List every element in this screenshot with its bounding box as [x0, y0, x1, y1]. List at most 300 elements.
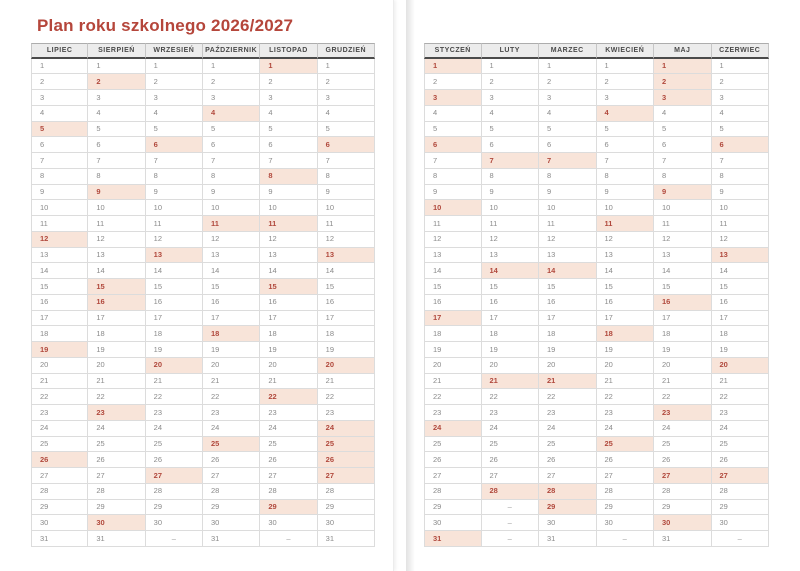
month-header: GRUDZIEŃ: [318, 43, 375, 59]
day-cell: 21: [318, 374, 375, 390]
day-cell: 7: [712, 153, 770, 169]
empty-day-cell: –: [482, 515, 540, 531]
day-cell: 29: [203, 500, 260, 516]
day-cell: 19: [424, 342, 482, 358]
day-cell: 14: [260, 263, 317, 279]
day-cell: 3: [318, 90, 375, 106]
day-cell: 28: [654, 484, 712, 500]
day-cell: 18: [712, 326, 770, 342]
day-cell: 12: [260, 232, 317, 248]
day-cell-highlighted: 27: [654, 468, 712, 484]
day-cell: 9: [318, 185, 375, 201]
day-cell: 14: [712, 263, 770, 279]
day-cell: 11: [712, 216, 770, 232]
day-cell: 7: [424, 153, 482, 169]
day-cell: 20: [654, 358, 712, 374]
day-cell-highlighted: 20: [318, 358, 375, 374]
day-cell: 7: [203, 153, 260, 169]
day-cell: 11: [654, 216, 712, 232]
day-cell: 6: [482, 137, 540, 153]
day-cell: 2: [482, 74, 540, 90]
day-cell-highlighted: 16: [88, 295, 145, 311]
day-cell: 19: [146, 342, 203, 358]
day-cell: 17: [654, 311, 712, 327]
day-cell: 10: [597, 200, 655, 216]
day-cell: 22: [482, 389, 540, 405]
day-cell: 27: [260, 468, 317, 484]
day-cell: 5: [597, 122, 655, 138]
day-cell: 21: [203, 374, 260, 390]
day-cell: 4: [654, 106, 712, 122]
day-cell: 25: [654, 437, 712, 453]
day-cell: 30: [203, 515, 260, 531]
day-cell: 30: [318, 515, 375, 531]
day-cell: 17: [712, 311, 770, 327]
day-cell-highlighted: 11: [203, 216, 260, 232]
day-cell: 9: [31, 185, 88, 201]
day-cell: 15: [31, 279, 88, 295]
day-cell-highlighted: 9: [654, 185, 712, 201]
day-cell: 21: [424, 374, 482, 390]
day-cell-highlighted: 3: [654, 90, 712, 106]
day-cell: 3: [482, 90, 540, 106]
day-cell: 13: [260, 248, 317, 264]
month-header: MARZEC: [539, 43, 597, 59]
day-cell: 17: [31, 311, 88, 327]
day-cell-highlighted: 21: [482, 374, 540, 390]
day-cell: 22: [203, 389, 260, 405]
day-cell-highlighted: 18: [203, 326, 260, 342]
day-cell: 23: [260, 405, 317, 421]
day-cell: 17: [318, 311, 375, 327]
day-cell: 17: [88, 311, 145, 327]
day-cell: 19: [597, 342, 655, 358]
day-cell: 20: [424, 358, 482, 374]
month-header: LIPIEC: [31, 43, 88, 59]
day-cell-highlighted: 30: [88, 515, 145, 531]
day-cell-highlighted: 24: [424, 421, 482, 437]
day-cell: 3: [146, 90, 203, 106]
day-cell: 14: [424, 263, 482, 279]
day-cell: 28: [203, 484, 260, 500]
day-cell: 22: [88, 389, 145, 405]
day-cell: 7: [88, 153, 145, 169]
day-cell: 8: [424, 169, 482, 185]
day-cell: 12: [203, 232, 260, 248]
day-cell: 26: [424, 452, 482, 468]
day-cell: 24: [712, 421, 770, 437]
day-cell: 18: [31, 326, 88, 342]
day-cell: 10: [203, 200, 260, 216]
day-cell: 24: [482, 421, 540, 437]
day-cell: 18: [539, 326, 597, 342]
day-cell: 6: [654, 137, 712, 153]
day-cell: 22: [146, 389, 203, 405]
day-cell: 15: [146, 279, 203, 295]
day-cell: 19: [654, 342, 712, 358]
day-cell: 15: [318, 279, 375, 295]
day-cell: 26: [712, 452, 770, 468]
day-cell-highlighted: 6: [146, 137, 203, 153]
day-cell: 19: [712, 342, 770, 358]
day-cell: 29: [654, 500, 712, 516]
day-cell: 20: [597, 358, 655, 374]
day-cell: 30: [260, 515, 317, 531]
day-cell: 16: [260, 295, 317, 311]
day-cell: 12: [318, 232, 375, 248]
day-cell: 30: [31, 515, 88, 531]
day-cell: 25: [424, 437, 482, 453]
day-cell: 21: [654, 374, 712, 390]
day-cell: 11: [31, 216, 88, 232]
day-cell: 28: [146, 484, 203, 500]
day-cell: 16: [539, 295, 597, 311]
day-cell: 8: [539, 169, 597, 185]
day-cell-highlighted: 14: [482, 263, 540, 279]
day-cell: 30: [539, 515, 597, 531]
empty-day-cell: –: [597, 531, 655, 547]
day-cell: 14: [31, 263, 88, 279]
month-header: KWIECIEŃ: [597, 43, 655, 59]
day-cell: 5: [88, 122, 145, 138]
day-cell: 15: [654, 279, 712, 295]
day-cell: 2: [318, 74, 375, 90]
day-cell: 28: [597, 484, 655, 500]
day-cell-highlighted: 19: [31, 342, 88, 358]
day-cell: 22: [654, 389, 712, 405]
day-cell-highlighted: 29: [539, 500, 597, 516]
day-cell: 8: [712, 169, 770, 185]
month-header: STYCZEŃ: [424, 43, 482, 59]
day-cell: 13: [597, 248, 655, 264]
day-cell: 5: [539, 122, 597, 138]
day-cell: 1: [539, 59, 597, 75]
day-cell-highlighted: 21: [539, 374, 597, 390]
day-cell-highlighted: 20: [712, 358, 770, 374]
day-cell: 12: [424, 232, 482, 248]
day-cell: 4: [482, 106, 540, 122]
day-cell: 18: [482, 326, 540, 342]
day-cell: 16: [712, 295, 770, 311]
day-cell-highlighted: 5: [31, 122, 88, 138]
day-cell: 9: [482, 185, 540, 201]
page-title: Plan roku szkolnego 2026/2027: [37, 16, 294, 35]
day-cell: 31: [539, 531, 597, 547]
day-cell: 28: [88, 484, 145, 500]
day-cell-highlighted: 11: [260, 216, 317, 232]
day-cell-highlighted: 14: [539, 263, 597, 279]
day-cell: 7: [146, 153, 203, 169]
calendar-table-right: [424, 43, 769, 547]
day-cell: 26: [260, 452, 317, 468]
day-cell: 24: [203, 421, 260, 437]
day-cell: 3: [539, 90, 597, 106]
day-cell: 11: [482, 216, 540, 232]
day-cell: 9: [597, 185, 655, 201]
day-cell: 21: [597, 374, 655, 390]
day-cell-highlighted: 11: [597, 216, 655, 232]
day-cell: 24: [597, 421, 655, 437]
day-cell: 18: [146, 326, 203, 342]
day-cell-highlighted: 26: [318, 452, 375, 468]
day-cell-highlighted: 30: [654, 515, 712, 531]
day-cell: 27: [424, 468, 482, 484]
day-cell-highlighted: 8: [260, 169, 317, 185]
day-cell: 19: [203, 342, 260, 358]
day-cell: 26: [146, 452, 203, 468]
day-cell: 15: [597, 279, 655, 295]
day-cell-highlighted: 29: [260, 500, 317, 516]
day-cell: 8: [88, 169, 145, 185]
day-cell: 21: [260, 374, 317, 390]
day-cell: 13: [654, 248, 712, 264]
day-cell-highlighted: 2: [654, 74, 712, 90]
day-cell: 24: [31, 421, 88, 437]
day-cell: 28: [31, 484, 88, 500]
day-cell: 16: [31, 295, 88, 311]
day-cell: 26: [203, 452, 260, 468]
day-cell: 25: [146, 437, 203, 453]
day-cell: 13: [539, 248, 597, 264]
day-cell: 16: [146, 295, 203, 311]
day-cell: 8: [597, 169, 655, 185]
day-cell: 8: [654, 169, 712, 185]
day-cell: 27: [539, 468, 597, 484]
day-cell: 10: [146, 200, 203, 216]
day-cell: 1: [318, 59, 375, 75]
day-cell: 31: [203, 531, 260, 547]
day-cell: 2: [712, 74, 770, 90]
day-cell: 13: [88, 248, 145, 264]
day-cell: 1: [203, 59, 260, 75]
day-cell: 26: [539, 452, 597, 468]
day-cell: 12: [597, 232, 655, 248]
day-cell: 13: [424, 248, 482, 264]
empty-day-cell: –: [482, 500, 540, 516]
day-cell: 2: [203, 74, 260, 90]
day-cell-highlighted: 23: [88, 405, 145, 421]
day-cell: 11: [88, 216, 145, 232]
day-cell-highlighted: 7: [539, 153, 597, 169]
day-cell: 27: [203, 468, 260, 484]
day-cell: 5: [654, 122, 712, 138]
day-cell-highlighted: 4: [203, 106, 260, 122]
day-cell: 20: [482, 358, 540, 374]
empty-day-cell: –: [482, 531, 540, 547]
day-cell: 11: [146, 216, 203, 232]
day-cell: 26: [597, 452, 655, 468]
day-cell: 10: [654, 200, 712, 216]
day-cell: 19: [318, 342, 375, 358]
left-page: [0, 0, 394, 571]
month-header: LISTOPAD: [260, 43, 317, 59]
day-cell: 1: [712, 59, 770, 75]
day-cell: 23: [482, 405, 540, 421]
day-cell: 8: [146, 169, 203, 185]
day-cell: 1: [482, 59, 540, 75]
day-cell: 16: [482, 295, 540, 311]
day-cell: 20: [88, 358, 145, 374]
day-cell: 21: [146, 374, 203, 390]
day-cell: 15: [482, 279, 540, 295]
day-cell-highlighted: 22: [260, 389, 317, 405]
day-cell: 30: [146, 515, 203, 531]
day-cell: 6: [260, 137, 317, 153]
day-cell: 3: [597, 90, 655, 106]
day-cell: 20: [203, 358, 260, 374]
day-cell: 4: [318, 106, 375, 122]
day-cell: 10: [318, 200, 375, 216]
day-cell: 28: [712, 484, 770, 500]
day-cell: 2: [597, 74, 655, 90]
empty-day-cell: –: [260, 531, 317, 547]
day-cell: 28: [260, 484, 317, 500]
day-cell: 12: [539, 232, 597, 248]
day-cell-highlighted: 24: [318, 421, 375, 437]
right-page: [406, 0, 800, 571]
day-cell: 12: [88, 232, 145, 248]
day-cell-highlighted: 25: [318, 437, 375, 453]
day-cell: 1: [31, 59, 88, 75]
day-cell: 23: [318, 405, 375, 421]
day-cell: 30: [712, 515, 770, 531]
day-cell: 25: [31, 437, 88, 453]
day-cell: 15: [424, 279, 482, 295]
day-cell-highlighted: 20: [146, 358, 203, 374]
day-cell: 29: [597, 500, 655, 516]
day-cell: 5: [203, 122, 260, 138]
day-cell: 20: [260, 358, 317, 374]
day-cell: 9: [712, 185, 770, 201]
day-cell: 10: [712, 200, 770, 216]
day-cell: 8: [482, 169, 540, 185]
day-cell: 3: [260, 90, 317, 106]
day-cell: 30: [597, 515, 655, 531]
day-cell: 29: [712, 500, 770, 516]
day-cell: 24: [260, 421, 317, 437]
day-cell: 4: [31, 106, 88, 122]
day-cell: 3: [31, 90, 88, 106]
day-cell: 1: [597, 59, 655, 75]
day-cell: 6: [539, 137, 597, 153]
day-cell: 15: [539, 279, 597, 295]
day-cell: 16: [318, 295, 375, 311]
day-cell: 18: [318, 326, 375, 342]
day-cell: 23: [597, 405, 655, 421]
day-cell: 19: [482, 342, 540, 358]
day-cell-highlighted: 26: [31, 452, 88, 468]
day-cell: 16: [203, 295, 260, 311]
day-cell: 29: [318, 500, 375, 516]
day-cell: 2: [424, 74, 482, 90]
day-cell: 10: [482, 200, 540, 216]
month-header: CZERWIEC: [712, 43, 770, 59]
day-cell: 18: [260, 326, 317, 342]
day-cell: 11: [318, 216, 375, 232]
day-cell: 14: [654, 263, 712, 279]
day-cell-highlighted: 3: [424, 90, 482, 106]
day-cell: 13: [482, 248, 540, 264]
day-cell-highlighted: 27: [318, 468, 375, 484]
day-cell: 11: [539, 216, 597, 232]
day-cell-highlighted: 9: [88, 185, 145, 201]
day-cell: 14: [318, 263, 375, 279]
day-cell-highlighted: 13: [146, 248, 203, 264]
day-cell-highlighted: 6: [318, 137, 375, 153]
day-cell-highlighted: 17: [424, 311, 482, 327]
day-cell: 6: [88, 137, 145, 153]
day-cell: 9: [424, 185, 482, 201]
day-cell: 9: [260, 185, 317, 201]
day-cell: 5: [424, 122, 482, 138]
day-cell-highlighted: 7: [482, 153, 540, 169]
day-cell: 31: [318, 531, 375, 547]
day-cell: 9: [203, 185, 260, 201]
day-cell: 16: [597, 295, 655, 311]
month-header: PAŹDZIERNIK: [203, 43, 260, 59]
day-cell: 31: [88, 531, 145, 547]
day-cell-highlighted: 25: [597, 437, 655, 453]
day-cell: 23: [712, 405, 770, 421]
day-cell-highlighted: 1: [260, 59, 317, 75]
day-cell: 22: [318, 389, 375, 405]
day-cell: 21: [88, 374, 145, 390]
page-fold-shadow: [406, 0, 415, 571]
day-cell: 2: [146, 74, 203, 90]
day-cell: 3: [88, 90, 145, 106]
day-cell: 1: [146, 59, 203, 75]
day-cell-highlighted: 27: [146, 468, 203, 484]
day-cell: 12: [654, 232, 712, 248]
day-cell: 17: [260, 311, 317, 327]
day-cell: 23: [424, 405, 482, 421]
day-cell: 19: [88, 342, 145, 358]
day-cell: 10: [88, 200, 145, 216]
day-cell: 4: [424, 106, 482, 122]
day-cell: 13: [31, 248, 88, 264]
day-cell: 5: [260, 122, 317, 138]
day-cell: 8: [318, 169, 375, 185]
day-cell: 24: [88, 421, 145, 437]
day-cell: 27: [31, 468, 88, 484]
month-header: SIERPIEŃ: [88, 43, 145, 59]
day-cell: 12: [712, 232, 770, 248]
day-cell-highlighted: 1: [654, 59, 712, 75]
day-cell-highlighted: 6: [424, 137, 482, 153]
day-cell-highlighted: 13: [318, 248, 375, 264]
day-cell: 7: [654, 153, 712, 169]
day-cell: 27: [88, 468, 145, 484]
day-cell: 19: [260, 342, 317, 358]
day-cell: 28: [424, 484, 482, 500]
day-cell: 23: [539, 405, 597, 421]
day-cell: 11: [424, 216, 482, 232]
day-cell: 7: [318, 153, 375, 169]
day-cell: 2: [260, 74, 317, 90]
day-cell: 17: [146, 311, 203, 327]
day-cell: 29: [31, 500, 88, 516]
day-cell: 26: [654, 452, 712, 468]
day-cell-highlighted: 12: [31, 232, 88, 248]
day-cell: 22: [597, 389, 655, 405]
day-cell: 26: [88, 452, 145, 468]
day-cell: 31: [31, 531, 88, 547]
day-cell-highlighted: 18: [597, 326, 655, 342]
day-cell: 23: [146, 405, 203, 421]
day-cell: 18: [654, 326, 712, 342]
day-cell: 14: [146, 263, 203, 279]
empty-day-cell: –: [712, 531, 770, 547]
